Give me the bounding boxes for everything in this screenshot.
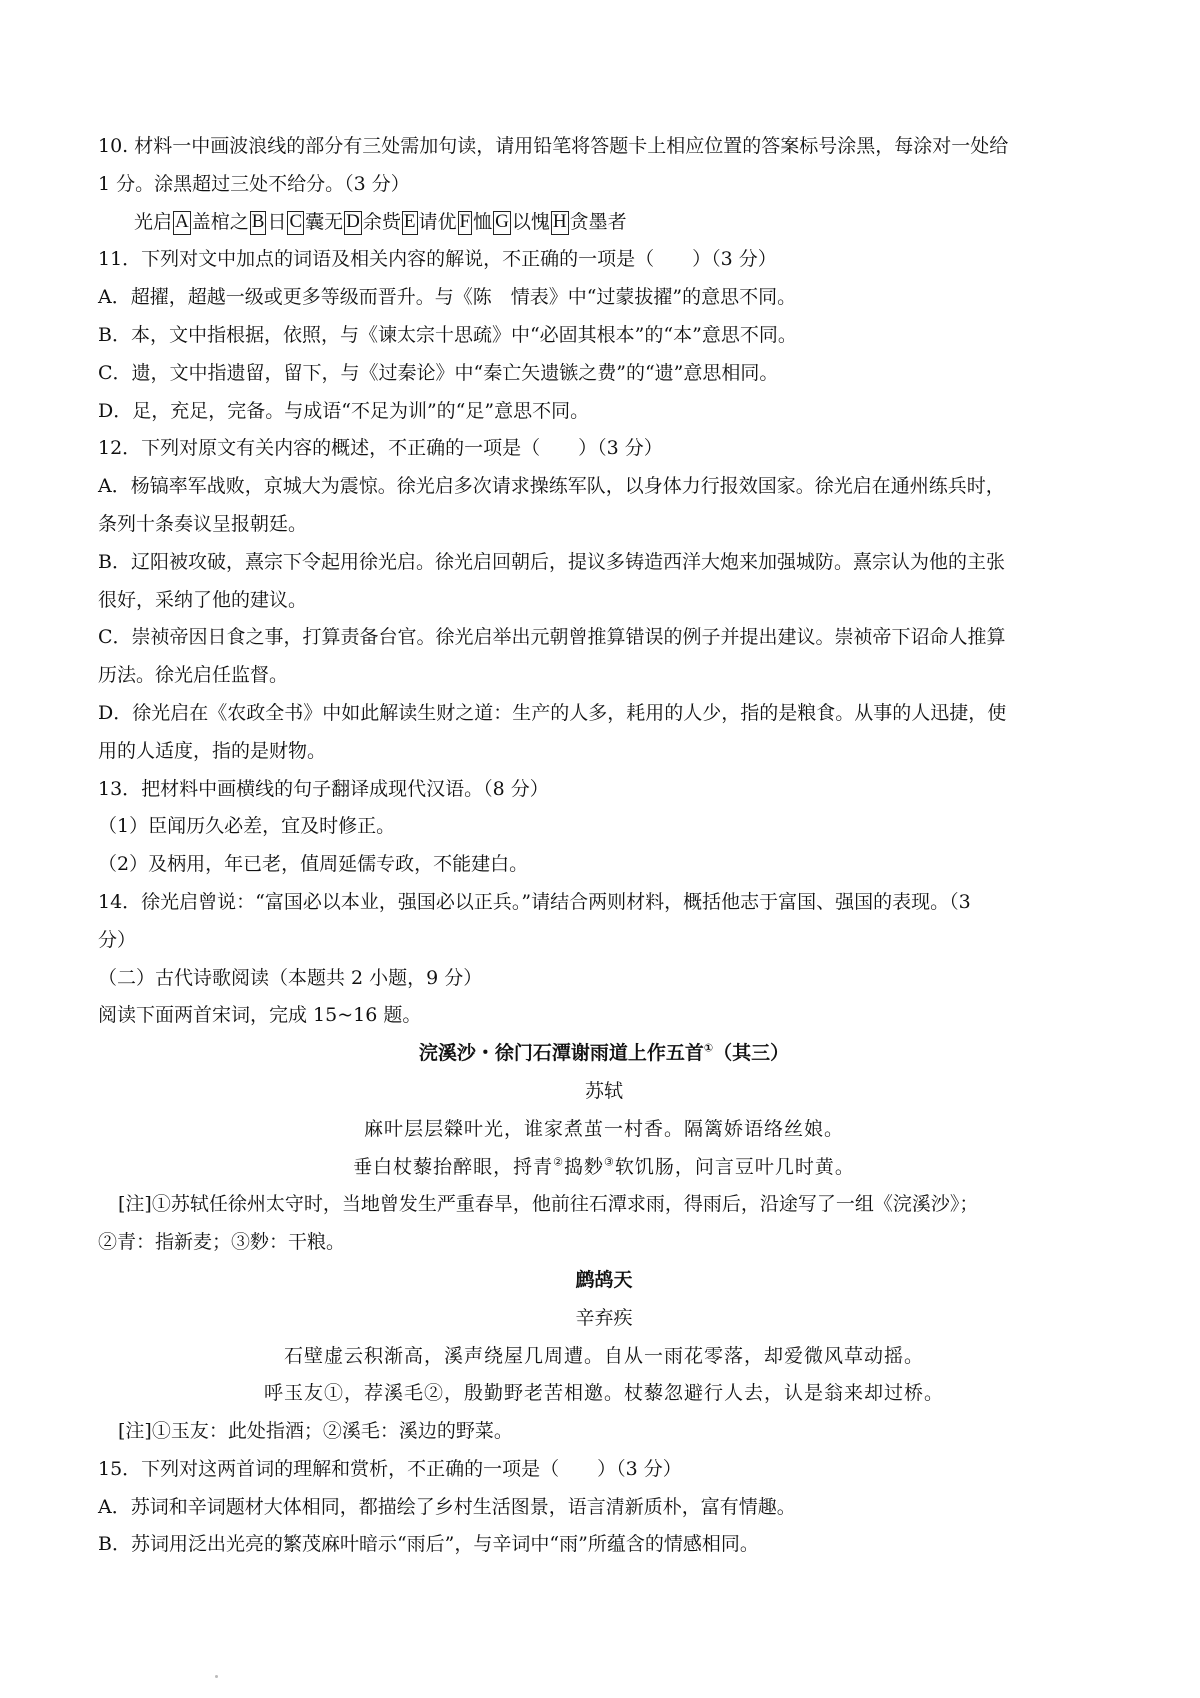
poem1-note2: ②青：指新麦；③麨：干粮。 xyxy=(98,1231,346,1254)
punct-text: 恤 xyxy=(473,210,493,233)
punct-text: 请优 xyxy=(418,210,457,233)
q14-line2: 分） xyxy=(98,928,137,951)
q10-punctuation-line xyxy=(98,204,1110,242)
q12-option-c-line2: 历法。徐光启任监督。 xyxy=(98,664,289,687)
q13-sentence-2: （2）及柄用，年已老，值周延儒专政，不能建白。 xyxy=(98,853,529,876)
answer-box-e[interactable]: E xyxy=(402,211,418,235)
q14-line1: 14．徐光启曾说：“富国必以本业，强国必以正兵。”请结合两则材料，概括他志于富国、强国的表现。（3 xyxy=(98,890,971,913)
punct-text: 盖棺之 xyxy=(191,210,249,233)
poem1-author: 苏轼 xyxy=(584,1079,623,1102)
footnote-marker: ① xyxy=(703,1041,714,1055)
poem1-title xyxy=(98,1035,1110,1073)
punct-text: 余赀 xyxy=(362,210,401,233)
poem-text: 捣麨 xyxy=(563,1155,604,1178)
q13-sentence-1: （1）臣闻历久必差，宜及时修正。 xyxy=(98,815,396,838)
q12-stem: 12．下列对原文有关内容的概述，不正确的一项是（ ）（3 分） xyxy=(98,437,663,460)
q11-option-a: A．超擢，超越一级或更多等级而晋升。与《陈 情表》中“过蒙拔擢”的意思不同。 xyxy=(98,286,797,309)
answer-box-a[interactable]: A xyxy=(173,211,191,235)
footnote-marker: ② xyxy=(553,1155,564,1169)
poem2-line1: 石壁虚云积渐高，溪声绕屋几周遭。自从一雨花零落，却爱微风草动摇。 xyxy=(283,1344,924,1367)
answer-box-g[interactable]: G xyxy=(493,211,511,235)
q10-line2: 1 分。涂黑超过三处不给分。（3 分） xyxy=(98,172,410,195)
q13-stem: 13．把材料中画横线的句子翻译成现代汉语。（8 分） xyxy=(98,777,549,800)
poem2-author: 辛弃疾 xyxy=(575,1306,633,1329)
q12-option-a-line2: 条列十条奏议呈报朝廷。 xyxy=(98,512,308,535)
answer-box-f[interactable]: F xyxy=(458,211,473,235)
punct-text: 日 xyxy=(267,210,287,233)
punct-text: 贪墨者 xyxy=(569,210,627,233)
poem1-title-text: 浣溪沙・徐门石潭谢雨道上作五首 xyxy=(418,1042,704,1065)
poem1-title-suffix: （其三） xyxy=(713,1042,790,1065)
q15-option-b: B．苏词用泛出光亮的繁茂麻叶暗示“雨后”，与辛词中“雨”所蕴含的情感相同。 xyxy=(98,1533,759,1556)
poem-text: 垂白杖藜抬醉眼，捋青 xyxy=(353,1155,554,1178)
footnote-marker: ③ xyxy=(604,1155,615,1169)
q10-line1: 10. 材料一中画波浪线的部分有三处需加句读，请用铅笔将答题卡上相应位置的答案标号涂黑，每涂对一处给 xyxy=(98,135,1009,157)
q12-option-b-line2: 很好，采纳了他的建议。 xyxy=(98,588,308,611)
q15-stem: 15．下列对这两首词的理解和赏析，不正确的一项是（ ）（3 分） xyxy=(98,1457,682,1480)
section-title: （二）古代诗歌阅读（本题共 2 小题，9 分） xyxy=(98,966,483,989)
poem2-title: 鹧鸪天 xyxy=(575,1268,633,1291)
answer-box-h[interactable]: H xyxy=(551,211,569,235)
poem2-note: [注]①玉友：此处指酒；②溪毛：溪边的野菜。 xyxy=(118,1420,513,1443)
page-content xyxy=(98,128,1110,1564)
poem2-line2: 呼玉友①，荐溪毛②，殷勤野老苦相邀。杖藜忽避行人去，认是翁来却过桥。 xyxy=(263,1382,944,1405)
answer-box-c[interactable]: C xyxy=(287,211,304,235)
q15-option-a: A．苏词和辛词题材大体相同，都描绘了乡村生活图景，语言清新质朴，富有情趣。 xyxy=(98,1495,796,1518)
poem1-line1: 麻叶层层檾叶光，谁家煮茧一村香。隔篱娇语络丝娘。 xyxy=(363,1117,844,1140)
q12-option-c-line1: C．崇祯帝因日食之事，打算责备台官。徐光启举出元朝曾推算错误的例子并提出建议。崇祯帝下诏命人推算 xyxy=(98,626,1006,649)
punct-text: 光启 xyxy=(134,210,173,233)
q11-option-d: D．足，充足，完备。与成语“不足为训”的“足”意思不同。 xyxy=(98,399,590,422)
q12-option-d-line2: 用的人适度，指的是财物。 xyxy=(98,739,327,762)
q12-option-d-line1: D．徐光启在《农政全书》中如此解读生财之道：生产的人多，耗用的人少，指的是粮食。从事的人迅捷，使 xyxy=(98,701,1007,724)
q11-option-b: B．本，文中指根据，依照，与《谏太宗十思疏》中“必固其根本”的“本”意思不同。 xyxy=(98,323,797,346)
page-mark xyxy=(215,1675,218,1678)
poem1-line2 xyxy=(98,1149,1110,1187)
answer-box-d[interactable]: D xyxy=(344,211,362,235)
answer-box-b[interactable]: B xyxy=(250,211,267,235)
poem-text: 软饥肠，问言豆叶几时黄。 xyxy=(614,1155,855,1178)
q12-option-a-line1: A．杨镐率军战败，京城大为震惊。徐光启多次请求操练军队，以身体力行报效国家。徐光启在通州练兵时， xyxy=(98,475,1005,498)
section-intro: 阅读下面两首宋词，完成 15~16 题。 xyxy=(98,1004,422,1027)
q11-option-c: C．遗，文中指遗留，留下，与《过秦论》中“秦亡矢遗镞之费”的“遗”意思相同。 xyxy=(98,361,779,384)
punct-text: 以愧 xyxy=(511,210,550,233)
punct-text: 囊无 xyxy=(305,210,344,233)
q11-stem: 11．下列对文中加点的词语及相关内容的解说，不正确的一项是（ ）（3 分） xyxy=(98,248,777,271)
poem1-note1: [注]①苏轼任徐州太守时，当地曾发生严重春旱，他前往石潭求雨，得雨后，沿途写了一组《浣溪沙》； xyxy=(118,1193,979,1216)
q12-option-b-line1: B．辽阳被攻破，熹宗下令起用徐光启。徐光启回朝后，提议多铸造西洋大炮来加强城防。熹宗认为他的主张 xyxy=(98,550,1005,573)
